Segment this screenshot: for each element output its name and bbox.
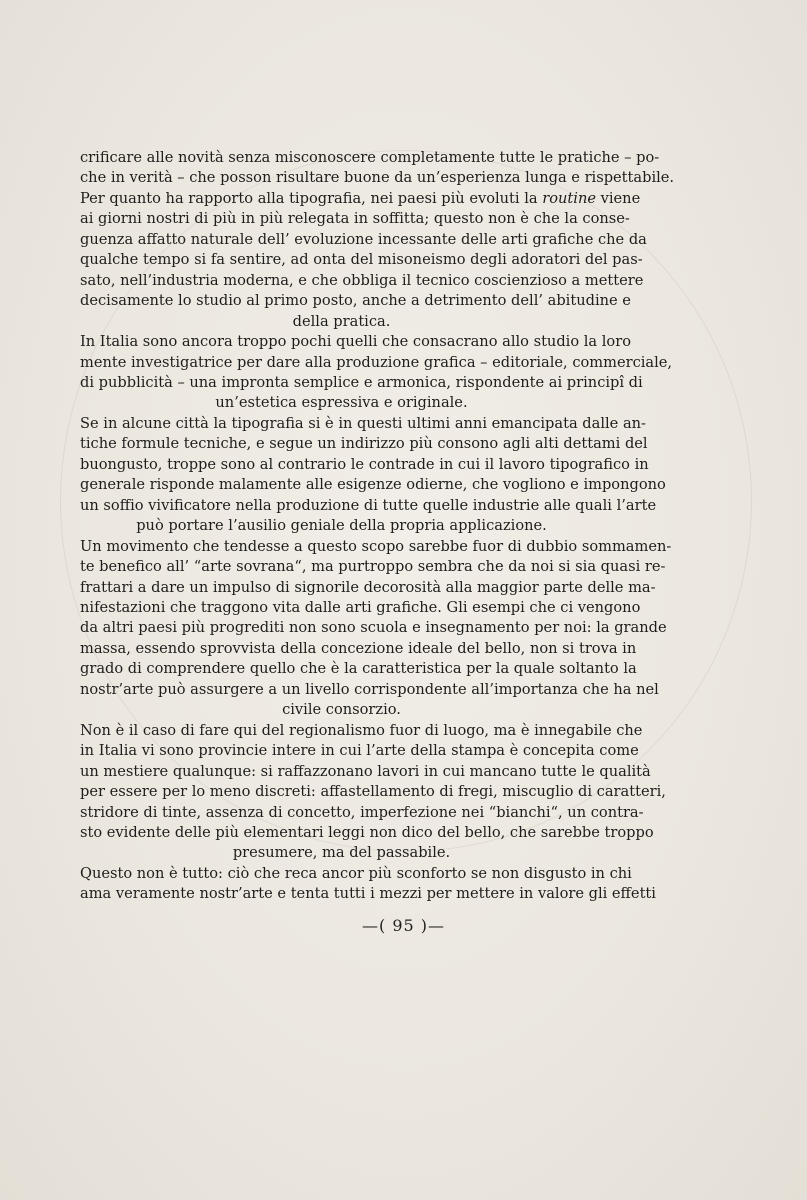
text-line: da altri paesi più progrediti non sono scuola e insegnamento per noi: la grande (80, 619, 667, 637)
text-line: crificare alle novità senza misconoscere completamente tutte le pratiche – po- (80, 149, 660, 166)
text-line: per essere per lo meno discreti: affastellamento di fregi, miscuglio di caratteri, (80, 783, 666, 801)
text-line: decisamente lo studio al primo posto, anche a detrimento dell’ abitudine e (80, 292, 631, 310)
text-line: guenza affatto naturale dell’ evoluzione incessante delle arti grafiche che da (80, 230, 647, 248)
text-line: un soffio vivificatore nella produzione di tutte quelle industrie alle quali l’arte (80, 496, 657, 514)
text-line: generale risponde malamente alle esigenze odierne, che vogliono e impongono (80, 476, 666, 494)
text-line: frattari a dare un impulso di signorile decorosità alla maggior parte delle ma- (80, 578, 656, 596)
text-line: In Italia sono ancora troppo pochi quelli che consacrano allo studio la loro (80, 333, 631, 351)
text-line: Non è il caso di fare qui del regionalismo fuor di luogo, ma è innegabile che (80, 721, 643, 739)
text-line: mente investigatrice per dare alla produzione grafica – editoriale, commerciale, (80, 353, 673, 371)
text-line: che in verità – che posson risultare buone da un’esperienza lunga e rispettabile. (80, 169, 675, 187)
text-line: massa, essendo sprovvista della concezione ideale del bello, non si trova in (80, 639, 637, 657)
italic-word: routine (542, 189, 596, 207)
text-line-last: civile consorzio. (282, 701, 401, 719)
text-line: nifestazioni che traggono vita dalle arti grafiche. Gli esempi che ci vengono (80, 598, 641, 616)
text-line: in Italia vi sono provincie intere in cui l’arte della stampa è concepita come (80, 742, 639, 760)
text-line-last: può portare l’ausilio geniale della propria applicazione. (136, 517, 547, 535)
text-line-last: della pratica. (292, 312, 391, 330)
text-line-routine: Per quanto ha rapporto alla tipografia, nei paesi più evoluti la routine viene (80, 189, 641, 207)
text-line: buongusto, troppe sono al contrario le contrade in cui il lavoro tipografico in (80, 455, 649, 473)
text-line: Un movimento che tendesse a questo scopo sarebbe fuor di dubbio sommamen- (80, 537, 672, 555)
text-line: nostr’arte può assurgere a un livello corrispondente all’importanza che ha nel (80, 680, 659, 698)
text-line: te benefico all’ “arte sovrana“, ma purtroppo sembra che da noi si sia quasi re- (80, 558, 666, 576)
text-line: Questo non è tutto: ciò che reca ancor più sconforto se non disgusto in chi (80, 864, 632, 882)
text-line: di pubblicità – una impronta semplice e armonica, rispondente ai principî di (80, 373, 643, 391)
text-line: grado di comprendere quello che è la caratteristica per la quale soltanto la (80, 660, 637, 678)
page-number: —( 95 )— (361, 916, 445, 935)
text-line: qualche tempo si fa sentire, ad onta del misoneismo degli adoratori del pas- (80, 251, 643, 269)
text-line: sto evidente delle più elementari leggi non dico del bello, che sarebbe troppo (80, 823, 654, 841)
text-line-last: presumere, ma del passabile. (232, 844, 451, 862)
text-line: un mestiere qualunque: si raffazzonano lavori in cui mancano tutte le qualità (80, 762, 651, 780)
text-line: sato, nell’industria moderna, e che obbliga il tecnico coscienzioso a mettere (80, 271, 644, 289)
text-line: Se in alcune città la tipografia si è in questi ultimi anni emancipata dalle an- (80, 414, 646, 432)
body-text (80, 148, 675, 905)
text-line: stridore di tinte, assenza di concetto, imperfezione nei “bianchi“, un contra- (80, 803, 644, 821)
text-line: ama veramente nostr’arte e tenta tutti i mezzi per mettere in valore gli effetti (80, 885, 656, 903)
text-line-last: un’estetica espressiva e originale. (215, 394, 468, 412)
text-line: tiche formule tecniche, e segue un indirizzo più consono agli alti dettami del (80, 435, 648, 453)
text-line: ai giorni nostri di più in più relegata in soffitta; questo non è che la conse- (80, 210, 630, 228)
